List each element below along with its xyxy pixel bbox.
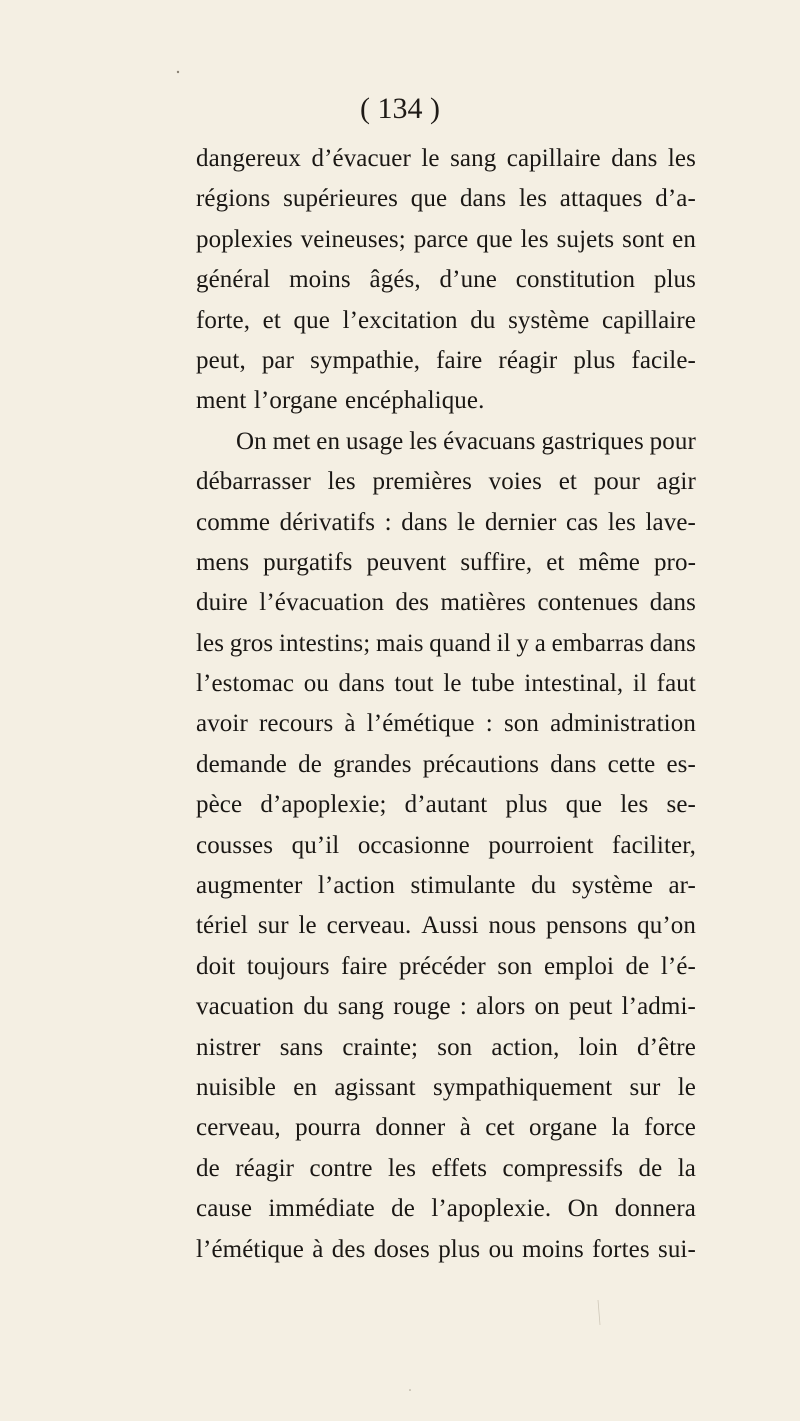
- word: moins: [289, 266, 351, 294]
- word: intestinal,: [524, 670, 624, 698]
- word: parce: [413, 225, 469, 253]
- word: nuisible: [196, 1073, 276, 1101]
- word: nistrer: [196, 1033, 261, 1061]
- word: pour: [593, 468, 640, 496]
- word: évacuans: [443, 427, 536, 455]
- text-line: [196, 266, 696, 306]
- word: l’admi-: [621, 993, 696, 1021]
- word: à: [459, 1114, 471, 1142]
- word: cette: [607, 750, 656, 778]
- word: en: [316, 427, 341, 455]
- word: pro-: [653, 548, 696, 576]
- word: son: [503, 710, 539, 738]
- word: d’autant: [404, 791, 488, 819]
- word: gros: [229, 629, 274, 657]
- word: régions: [196, 185, 271, 213]
- text-line: [196, 912, 696, 952]
- word: administration: [550, 710, 696, 738]
- word: cet: [485, 1114, 515, 1142]
- text-line: [196, 953, 696, 993]
- text-line: [196, 832, 696, 872]
- word: doit: [196, 952, 236, 980]
- word: pourroient: [488, 831, 594, 859]
- word: constitution: [515, 266, 636, 294]
- word: plus: [505, 791, 548, 819]
- word: l’estomac: [196, 670, 295, 698]
- word: nous: [488, 912, 537, 940]
- text-line: [196, 509, 696, 549]
- word: faire: [341, 952, 388, 980]
- word: d’une: [439, 266, 497, 294]
- word: agir: [656, 468, 696, 496]
- text-line: [196, 307, 696, 347]
- word: à: [344, 710, 356, 738]
- word: de: [196, 1154, 220, 1182]
- word: le: [457, 508, 476, 536]
- word: l’émétique: [366, 710, 475, 738]
- word: les: [409, 427, 438, 455]
- word: le: [421, 145, 440, 172]
- word: ou: [488, 1235, 514, 1263]
- word: Aussi: [421, 912, 479, 940]
- word: cousses: [196, 831, 274, 859]
- word: du: [303, 993, 329, 1021]
- word: des: [395, 589, 430, 617]
- word: que: [410, 185, 448, 213]
- word: l’excitation: [342, 306, 458, 334]
- text-line: [196, 1155, 696, 1195]
- word: stimulante: [410, 872, 516, 900]
- word: ment: [196, 387, 247, 415]
- word: la: [611, 1114, 630, 1142]
- word: que: [565, 791, 603, 819]
- word: faciliter,: [612, 831, 696, 859]
- word: quand: [429, 629, 491, 657]
- word: il: [632, 670, 648, 698]
- word: de: [638, 1154, 663, 1182]
- word: sujets: [556, 225, 615, 253]
- body-text: [196, 145, 696, 1276]
- word: duire: [196, 589, 248, 617]
- word: les: [520, 225, 549, 253]
- text-line: [196, 1236, 696, 1276]
- word: donnera: [614, 1195, 696, 1223]
- word: dans: [459, 185, 507, 213]
- word: des: [331, 1235, 366, 1263]
- word: le: [443, 670, 462, 698]
- word: dans: [649, 629, 696, 657]
- word: d’apoplexie;: [260, 791, 387, 819]
- word: sur: [629, 1073, 661, 1101]
- word: fortes: [592, 1235, 650, 1263]
- word: capillaire: [506, 145, 601, 172]
- word: mais: [375, 629, 424, 657]
- word: crainte;: [342, 1033, 419, 1061]
- word: qu’on: [637, 912, 696, 940]
- word: dérivatifs: [279, 508, 376, 536]
- word: de: [625, 952, 650, 980]
- word: système: [508, 306, 590, 334]
- text-line: [196, 185, 696, 225]
- word: dans: [338, 670, 385, 698]
- word: tout: [394, 670, 434, 698]
- word: On: [236, 427, 267, 455]
- word: sang: [337, 993, 384, 1021]
- word: à: [312, 1235, 324, 1263]
- word: du: [531, 872, 557, 900]
- word: sur: [257, 912, 289, 940]
- word: faut: [656, 670, 696, 698]
- word: capillaire: [601, 306, 696, 334]
- word: se-: [666, 791, 696, 819]
- text-line: [196, 387, 696, 427]
- word: dangereux: [196, 145, 302, 172]
- word: embarras: [551, 629, 645, 657]
- text-line: [196, 1195, 696, 1235]
- word: met: [272, 427, 311, 455]
- word: même: [578, 548, 640, 576]
- word: le: [677, 1073, 696, 1101]
- word: les: [518, 185, 548, 213]
- word: peut: [568, 993, 613, 1021]
- text-line: [196, 1034, 696, 1074]
- word: organe: [529, 1114, 598, 1142]
- word: es-: [666, 750, 696, 778]
- word: la: [677, 1154, 696, 1182]
- word: facile-: [631, 346, 696, 374]
- word: en: [293, 1073, 318, 1101]
- word: son: [497, 952, 533, 980]
- word: l’é-: [660, 952, 696, 980]
- word: du: [470, 306, 496, 334]
- word: âgés,: [369, 266, 421, 294]
- word: pour: [649, 427, 696, 455]
- word: on: [534, 993, 560, 1021]
- word: ou: [303, 670, 329, 698]
- word: l’évacuation: [259, 589, 385, 617]
- word: lave-: [645, 508, 696, 536]
- word: dernier: [484, 508, 557, 536]
- text-line: [196, 549, 696, 589]
- word: l’organe: [253, 387, 338, 415]
- word: purgatifs: [263, 548, 353, 576]
- word: sympathiquement: [433, 1073, 613, 1101]
- text-line: [196, 670, 696, 710]
- word: réagir: [235, 1154, 295, 1182]
- text-line: [196, 428, 696, 468]
- word: tube: [471, 670, 515, 698]
- word: précautions: [422, 750, 540, 778]
- word: cerveau,: [196, 1114, 281, 1142]
- word: sympathie,: [310, 346, 421, 374]
- word: :: [384, 508, 392, 536]
- word: les: [620, 791, 649, 819]
- word: que: [476, 225, 513, 253]
- word: cause: [196, 1195, 253, 1223]
- word: il: [496, 629, 511, 657]
- word: attaques: [559, 185, 643, 213]
- word: de: [298, 750, 322, 778]
- text-line: [196, 589, 696, 629]
- word: les: [327, 468, 356, 496]
- word: intestins;: [278, 629, 371, 657]
- word: l’apoplexie.: [431, 1195, 552, 1223]
- word: dans: [611, 145, 658, 172]
- text-line: [196, 1114, 696, 1154]
- word: effets: [431, 1154, 488, 1182]
- text-line: [196, 872, 696, 912]
- word: général: [196, 266, 271, 294]
- word: vacuation: [196, 993, 295, 1021]
- word: supérieures: [283, 185, 399, 213]
- word: voies: [488, 468, 542, 496]
- word: système: [571, 872, 653, 900]
- word: mens: [196, 548, 250, 576]
- word: a: [534, 629, 546, 657]
- word: On: [567, 1195, 599, 1223]
- word: et: [546, 548, 565, 576]
- word: plus: [573, 346, 616, 374]
- word: pensons: [546, 912, 628, 940]
- word: qu’il: [291, 831, 340, 859]
- word: dans: [649, 589, 696, 617]
- word: par: [261, 346, 295, 374]
- word: l’émétique: [196, 1235, 304, 1263]
- word: usage: [345, 427, 404, 455]
- word: comme: [196, 508, 271, 536]
- text-line: [196, 145, 696, 185]
- word: cas: [566, 508, 599, 536]
- word: les: [607, 508, 636, 536]
- word: les: [387, 1154, 417, 1182]
- word: loin: [578, 1033, 618, 1061]
- word: encéphalique.: [345, 387, 485, 415]
- word: suffire,: [460, 548, 533, 576]
- word: recours: [259, 710, 334, 738]
- text-line: [196, 791, 696, 831]
- word: d’évacuer: [311, 145, 411, 172]
- word: :: [459, 993, 467, 1021]
- word: plus: [438, 1235, 481, 1263]
- word: y: [516, 629, 529, 657]
- word: rouge: [393, 993, 451, 1021]
- word: moins: [522, 1235, 584, 1263]
- page-number: ( 134 ): [360, 92, 440, 125]
- word: le: [298, 912, 317, 940]
- word: alors: [476, 993, 526, 1021]
- word: veineuses;: [300, 225, 406, 253]
- word: l’action: [317, 872, 396, 900]
- word: les: [667, 145, 696, 172]
- word: dans: [401, 508, 448, 536]
- word: immédiate: [268, 1195, 375, 1223]
- word: grandes: [333, 750, 412, 778]
- word: doses: [373, 1235, 430, 1263]
- text-line: [196, 347, 696, 387]
- word: et: [558, 468, 577, 496]
- text-line: [196, 710, 696, 750]
- word: pèce: [196, 791, 243, 819]
- text-line: [196, 751, 696, 791]
- word: en: [672, 225, 696, 253]
- text-line: [196, 1074, 696, 1114]
- word: emploi: [543, 952, 614, 980]
- word: sang: [450, 145, 497, 172]
- word: dans: [550, 750, 597, 778]
- word: plus: [653, 266, 696, 294]
- word: avoir: [196, 710, 248, 738]
- word: donner: [375, 1114, 446, 1142]
- word: agissant: [334, 1073, 416, 1101]
- word: sui-: [658, 1235, 696, 1263]
- word: augmenter: [196, 872, 303, 900]
- word: matières: [440, 589, 527, 617]
- word: peut,: [196, 346, 246, 374]
- word: contenues: [537, 589, 639, 617]
- word: pourra: [295, 1114, 361, 1142]
- word: toujours: [246, 952, 330, 980]
- word: :: [485, 710, 493, 738]
- word: réagir: [498, 346, 558, 374]
- word: d’a-: [655, 185, 696, 213]
- word: et: [262, 306, 281, 334]
- word: contre: [309, 1154, 373, 1182]
- word: force: [644, 1114, 696, 1142]
- word: forte,: [196, 306, 251, 334]
- word: sont: [622, 225, 665, 253]
- text-line: [196, 993, 696, 1033]
- word: poplexies: [196, 225, 293, 253]
- word: peuvent: [366, 548, 447, 576]
- word: débarrasser: [196, 468, 311, 496]
- word: action,: [491, 1033, 560, 1061]
- word: occasionne: [357, 831, 470, 859]
- word: les: [196, 629, 225, 657]
- word: cerveau.: [326, 912, 412, 940]
- word: son: [437, 1033, 473, 1061]
- word: de: [391, 1195, 415, 1223]
- word: faire: [436, 346, 483, 374]
- word: d’être: [637, 1033, 696, 1061]
- word: tériel: [196, 912, 248, 940]
- text-line: [196, 630, 696, 670]
- word: ar-: [668, 872, 696, 900]
- word: que: [293, 306, 330, 334]
- word: précéder: [398, 952, 486, 980]
- word: sans: [279, 1033, 324, 1061]
- word: compressifs: [502, 1154, 624, 1182]
- text-line: [196, 226, 696, 266]
- word: demande: [196, 750, 287, 778]
- word: gastriques: [541, 427, 644, 455]
- text-line: [196, 468, 696, 508]
- word: premières: [372, 468, 472, 496]
